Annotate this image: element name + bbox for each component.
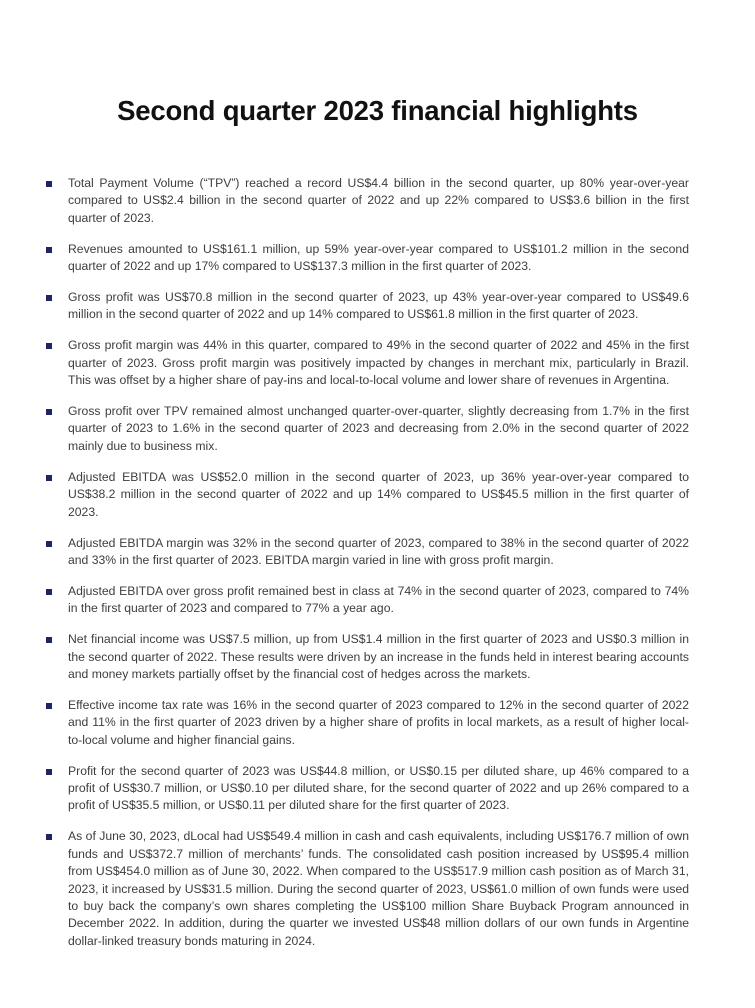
square-bullet-icon (46, 703, 52, 709)
highlight-item (0, 583, 755, 618)
highlight-item (0, 241, 755, 276)
highlight-text: Total Payment Volume (“TPV”) reached a record US$4.4 billion in the second quarter, up 80% year-over-year compared to US$2.4 billion in the second quarter of 2022 and up 22% compared to US$3.6 billion in the first quarter of 2023. (68, 176, 689, 225)
page-title: Second quarter 2023 financial highlights (117, 95, 638, 126)
highlight-text: Effective income tax rate was 16% in the second quarter of 2023 compared to 12% in the second quarter of 2022 and 11% in the first quarter of 2023 driven by a higher share of profits in local markets, as a result of higher local-to-local volume and higher financial gains. (68, 697, 689, 747)
square-bullet-icon (46, 343, 52, 349)
highlight-text: Gross profit over TPV remained almost unchanged quarter-over-quarter, slightly decreasing from 1.7% in the first quarter of 2023 to 1.6% in the second quarter of 2023 and decreasing from 2.0% in the second quarter of 2022 mainly due to business mix. (68, 404, 689, 453)
highlight-item (0, 828, 755, 950)
square-bullet-icon (46, 247, 52, 253)
highlight-item (0, 337, 755, 389)
square-bullet-icon (46, 834, 52, 840)
square-bullet-icon (46, 409, 52, 415)
square-bullet-icon (46, 475, 52, 481)
square-bullet-icon (46, 541, 52, 547)
highlight-item (0, 403, 755, 455)
highlight-item (0, 175, 755, 227)
highlight-item (0, 631, 755, 683)
highlight-text: Gross profit was US$70.8 million in the second quarter of 2023, up 43% year-over-year compared to US$49.6 million in the second quarter of 2022 and up 14% compared to US$61.8 million in the first quarter of 2023. (68, 290, 689, 322)
square-bullet-icon (46, 295, 52, 301)
highlight-text: Adjusted EBITDA margin was 32% in the second quarter of 2023, compared to 38% in the second quarter of 2022 and 33% in the first quarter of 2023. EBITDA margin varied in line with gross profit margin. (68, 535, 689, 567)
highlight-text: As of June 30, 2023, dLocal had US$549.4 million in cash and cash equivalents, including US$176.7 million of own funds and US$372.7 million of merchants’ funds. The consolidated cash position increased by US$95.4 million from US$454.0 million as of June 30, 2022. When compared to the US$517.9 million cash position as of March 31, 2023, it increased by US$31.5 million. During the second quarter of 2023, US$61.0 million of own funds were used to buy back the company’s own shares completing the US$100 million Share Buyback Program announced in December 2022. In addition, during the quarter we invested US$48 million dollars of our own funds in Argentine dollar-linked treasury bonds maturing in 2024. (68, 829, 689, 948)
highlights-list (0, 175, 755, 964)
highlight-item (0, 469, 755, 521)
highlight-item (0, 289, 755, 324)
highlight-text: Revenues amounted to US$161.1 million, up 59% year-over-year compared to US$101.2 million in the second quarter of 2022 and up 17% compared to US$137.3 million in the first quarter of 2023. (68, 241, 689, 274)
highlight-item (0, 535, 755, 570)
square-bullet-icon (46, 589, 52, 595)
highlight-text: Gross profit margin was 44% in this quarter, compared to 49% in the second quarter of 2022 and 45% in the first quarter of 2023. Gross profit margin was positively impacted by changes in merchant mix, particularly in Brazil. This was offset by a higher share of pay-ins and local-to-local volume and lower share of revenues in Argentina. (68, 338, 689, 388)
highlight-item (0, 763, 755, 815)
highlight-text: Adjusted EBITDA was US$52.0 million in the second quarter of 2023, up 36% year-over-year compared to US$38.2 million in the second quarter of 2022 and up 14% compared to US$45.5 million in the first quarter of 2023. (68, 469, 689, 519)
highlight-text: Adjusted EBITDA over gross profit remained best in class at 74% in the second quarter of 2023, compared to 74% in the first quarter of 2023 and compared to 77% a year ago. (68, 583, 689, 616)
square-bullet-icon (46, 637, 52, 643)
square-bullet-icon (46, 769, 52, 775)
highlight-text: Net financial income was US$7.5 million, up from US$1.4 million in the first quarter of 2023 and US$0.3 million in the second quarter of 2022. These results were driven by an increase in the funds held in interest bearing accounts and money markets partially offset by the financial cost of hedges across the markets. (68, 632, 689, 681)
highlight-item (0, 697, 755, 749)
square-bullet-icon (46, 181, 52, 187)
highlight-text: Profit for the second quarter of 2023 was US$44.8 million, or US$0.15 per diluted share, up 46% compared to a profit of US$30.7 million, or US$0.10 per diluted share, for the second quarter of 2022 and up 26% compared to a profit of US$35.5 million, or US$0.11 per diluted share for the first quarter of 2023. (68, 763, 689, 813)
